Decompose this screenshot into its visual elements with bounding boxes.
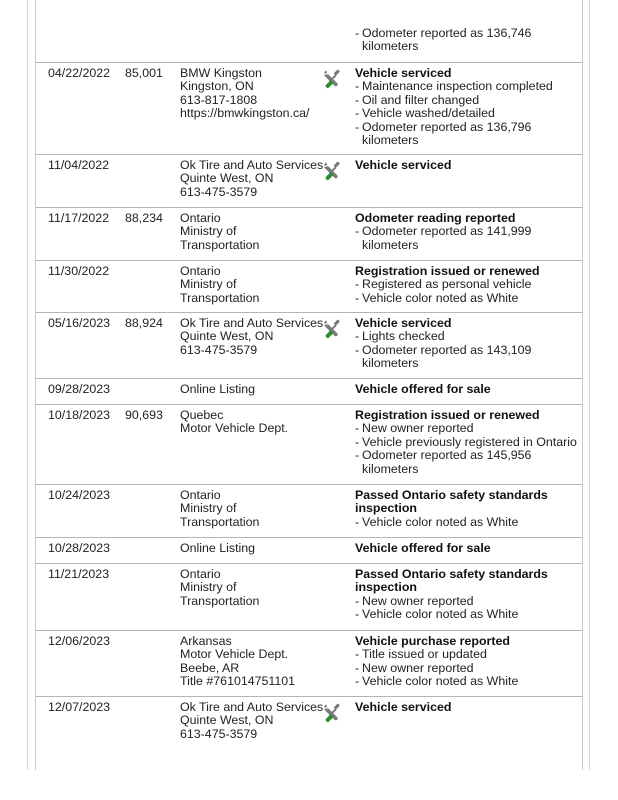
comment-title: Vehicle purchase reported [355, 634, 510, 648]
source-line: Online Listing [180, 382, 256, 396]
comment-title: Vehicle offered for sale [355, 382, 491, 396]
comment-detail-cont: kilometers [362, 237, 419, 252]
table-row [36, 484, 582, 538]
comment-detail: - New owner reported [355, 421, 474, 436]
comment-detail: - Vehicle previously registered in Ontario [355, 434, 577, 449]
source-line: Motor Vehicle Dept. [180, 421, 289, 436]
record-source [180, 568, 325, 608]
comment-detail: - New owner reported [355, 593, 474, 608]
comment-title: Registration issued or renewed [355, 264, 540, 278]
record-comments [355, 317, 580, 371]
source-line: Quinte West, ON [180, 171, 274, 186]
comment-title: Vehicle serviced [355, 700, 452, 714]
source-line: Ontario [180, 488, 221, 502]
record-odometer: 88,234 [125, 211, 163, 225]
table-row [36, 260, 582, 313]
record-source [180, 67, 325, 121]
record-comments [355, 265, 580, 305]
source-line: Beebe, AR [180, 660, 240, 675]
comment-title: Odometer reading reported [355, 211, 516, 225]
comment-detail-cont: kilometers [362, 133, 419, 148]
source-line: Title #761014751101 [180, 674, 296, 689]
record-date: 11/17/2022 [48, 211, 110, 225]
table-row [36, 563, 582, 631]
record-date: 11/04/2022 [48, 158, 110, 172]
comment-detail: - Odometer reported as 145,956 [355, 448, 532, 463]
record-odometer: 90,693 [125, 408, 163, 422]
source-line: Quinte West, ON [180, 329, 274, 344]
comment-detail: - Maintenance inspection completed [355, 79, 553, 94]
source-line: Ontario [180, 567, 221, 581]
source-line: Transportation [180, 514, 260, 529]
record-date: 11/30/2022 [48, 264, 110, 278]
source-line: Arkansas [180, 634, 232, 648]
record-comments [355, 67, 580, 147]
table-row [36, 312, 582, 379]
source-line: Ok Tire and Auto Services [180, 700, 324, 714]
comment-title: Vehicle serviced [355, 66, 452, 80]
source-line: BMW Kingston [180, 66, 262, 80]
record-comments [355, 212, 580, 252]
source-line: Transportation [180, 237, 260, 252]
record-comments [355, 383, 580, 396]
table-row [36, 696, 582, 770]
source-line: Kingston, ON [180, 79, 254, 94]
record-comments [355, 27, 580, 54]
source-line: Ontario [180, 264, 221, 278]
record-source [180, 317, 325, 357]
comment-title: Registration issued or renewed [355, 408, 540, 422]
comment-detail: - Registered as personal vehicle [355, 277, 532, 292]
record-date: 10/24/2023 [48, 488, 111, 502]
record-source [180, 635, 325, 689]
table-row [36, 154, 582, 208]
source-line: 613-475-3579 [180, 342, 258, 357]
record-source [180, 159, 325, 199]
record-comments [355, 635, 580, 689]
wrench-screwdriver-icon [322, 702, 344, 724]
record-source [180, 409, 325, 436]
wrench-screwdriver-icon [322, 318, 344, 340]
comment-detail-cont: kilometers [362, 461, 419, 476]
comment-detail-cont: kilometers [362, 356, 419, 371]
record-comments [355, 489, 580, 529]
comment-detail: - Vehicle color noted as White [355, 514, 519, 529]
record-source [180, 701, 325, 741]
source-line: Ministry of [180, 580, 237, 595]
comment-detail: - Lights checked [355, 329, 445, 344]
source-line: Quebec [180, 408, 224, 422]
record-comments [355, 568, 580, 622]
record-date: 11/21/2023 [48, 567, 110, 581]
table-row [36, 537, 582, 564]
record-source [180, 489, 325, 529]
comment-detail: - Odometer reported as 136,796 [355, 119, 532, 134]
comment-detail: - Title issued or updated [355, 647, 487, 662]
comment-detail: - Vehicle color noted as White [355, 607, 519, 622]
comment-detail: - Vehicle washed/detailed [355, 106, 495, 121]
wrench-screwdriver-icon [322, 68, 344, 90]
comment-detail: - Odometer reported as 141,999 [355, 224, 532, 239]
comment-detail: - New owner reported [355, 660, 474, 675]
source-line: Ok Tire and Auto Services [180, 316, 324, 330]
wrench-screwdriver-icon [322, 160, 344, 182]
source-line: https://bmwkingston.ca/ [180, 106, 310, 121]
record-date: 05/16/2023 [48, 316, 111, 330]
record-source [180, 383, 325, 396]
source-line: 613-475-3579 [180, 184, 258, 199]
record-date: 10/28/2023 [48, 541, 111, 555]
source-line: 613-475-3579 [180, 726, 258, 741]
vehicle-history-table [35, 0, 583, 770]
record-date: 04/22/2022 [48, 66, 111, 80]
comment-detail: - Odometer reported as 136,746 [355, 26, 532, 40]
record-source [180, 542, 325, 555]
record-date: 10/18/2023 [48, 408, 111, 422]
comment-title: Passed Ontario safety standards inspection [355, 567, 548, 595]
source-line: Ministry of [180, 277, 237, 292]
table-row [36, 207, 582, 261]
comment-detail-cont: kilometers [362, 39, 419, 54]
source-line: Motor Vehicle Dept. [180, 647, 289, 662]
source-line: Transportation [180, 593, 260, 608]
record-comments [355, 159, 580, 172]
source-line: Online Listing [180, 541, 256, 555]
record-comments [355, 409, 580, 476]
comment-detail: - Vehicle color noted as White [355, 290, 519, 305]
record-source [180, 265, 325, 305]
source-line: 613-817-1808 [180, 92, 258, 107]
comment-title: Vehicle offered for sale [355, 541, 491, 555]
comment-title: Vehicle serviced [355, 316, 452, 330]
record-comments [355, 701, 580, 714]
table-row [36, 62, 582, 155]
comment-detail: - Odometer reported as 143,109 [355, 342, 532, 357]
source-line: Quinte West, ON [180, 713, 274, 728]
table-row [36, 630, 582, 697]
outer-border-left [27, 0, 28, 770]
record-date: 12/06/2023 [48, 634, 111, 648]
source-line: Ok Tire and Auto Services [180, 158, 324, 172]
record-comments [355, 542, 580, 555]
source-line: Transportation [180, 290, 260, 305]
table-row [36, 378, 582, 405]
record-odometer: 85,001 [125, 66, 163, 80]
source-line: Ontario [180, 211, 221, 225]
source-line: Ministry of [180, 224, 237, 239]
table-row [36, 0, 582, 63]
table-row [36, 404, 582, 485]
outer-border-right [589, 0, 590, 770]
record-date: 09/28/2023 [48, 382, 111, 396]
record-date: 12/07/2023 [48, 700, 111, 714]
comment-title: Vehicle serviced [355, 158, 452, 172]
record-odometer: 88,924 [125, 316, 163, 330]
source-line: Ministry of [180, 501, 237, 516]
comment-detail: - Vehicle color noted as White [355, 674, 519, 689]
record-source [180, 212, 325, 252]
comment-detail: - Oil and filter changed [355, 92, 480, 107]
comment-title: Passed Ontario safety standards inspection [355, 488, 548, 516]
